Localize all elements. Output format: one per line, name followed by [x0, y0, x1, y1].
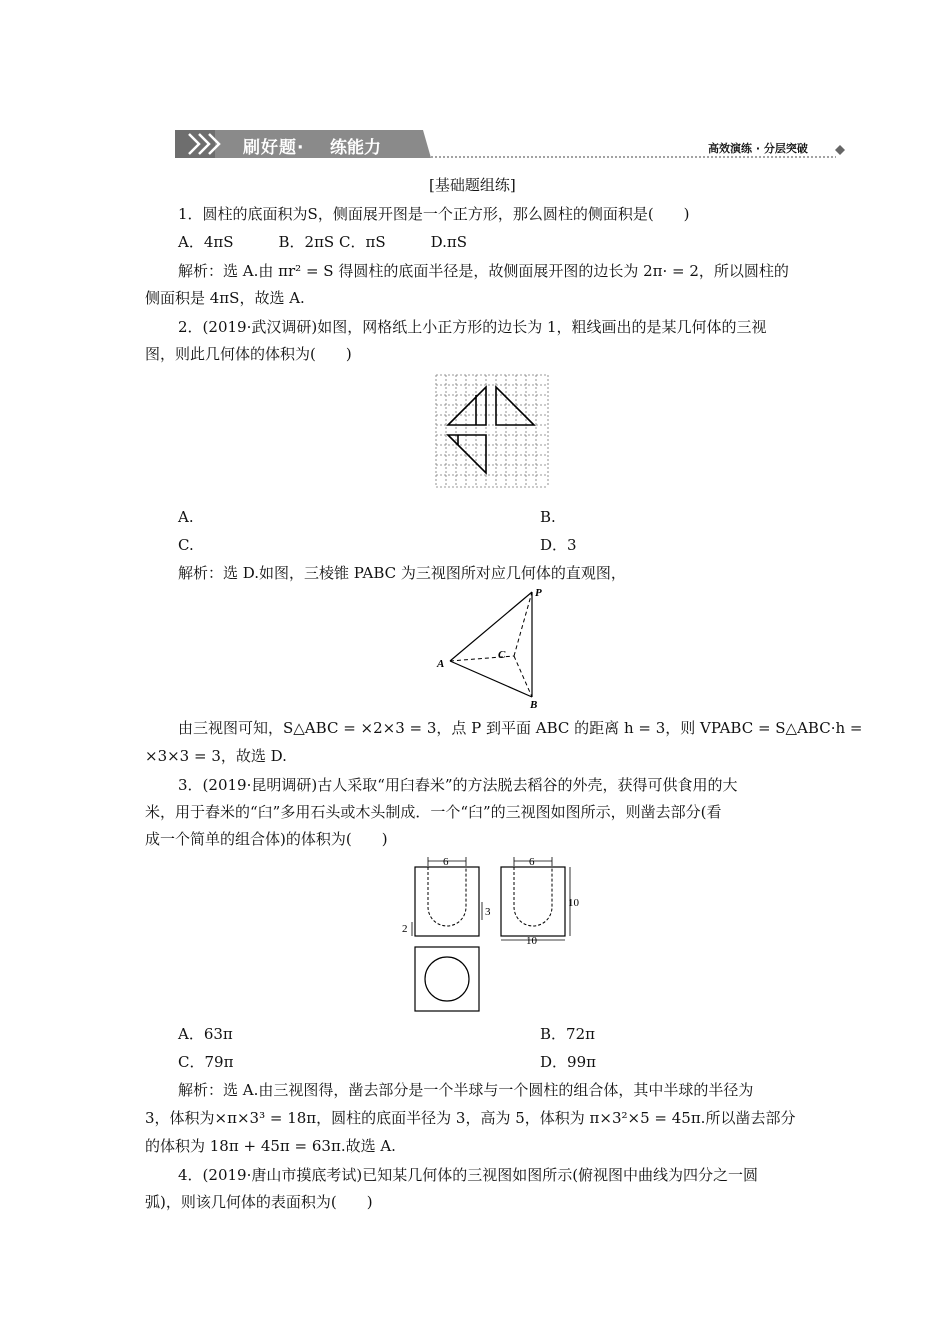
q2-option-c: C.: [178, 536, 194, 554]
q4-stem-line1: 4．(2019·唐山市摸底考试)已知某几何体的三视图如图所示(俯视图中曲线为四分之一圆: [178, 1166, 759, 1184]
q3-stem-line2: 米，用于舂米的“臼”多用石头或木头制成．一个“臼”的三视图如图所示，则凿去部分(看: [145, 803, 722, 821]
dim-width-front: 6: [443, 856, 449, 868]
dim-height-10: 10: [568, 897, 579, 909]
q3-option-c: C．79π: [178, 1053, 234, 1071]
q3-solution-line1: 解析：选 A.由三视图得，凿去部分是一个半球与一个圆柱的组合体，其中半球的半径为: [178, 1081, 754, 1099]
diamond-icon: [834, 144, 846, 156]
q1-stem: 1．圆柱的底面积为S，侧面展开图是一个正方形，那么圆柱的侧面积是( ): [178, 205, 690, 223]
vertex-p-label: P: [535, 587, 542, 599]
q3-option-b: B．72π: [540, 1025, 595, 1043]
q1-solution-line2: 侧面积是 4πS，故选 A.: [145, 289, 305, 307]
section-title: [基础题组练]: [429, 176, 516, 194]
q1-options: A．4πS B．2πS C．πS D.πS: [178, 233, 467, 251]
vertex-c-label: C: [498, 649, 506, 661]
banner-title: 刷好题·: [243, 138, 305, 158]
q3-solution-line2: 3，体积为×π×3³ = 18π，圆柱的底面半径为 3，高为 5，体积为 π×3²×5 = 45π.所以凿去部分: [145, 1109, 796, 1127]
dim-width-side: 6: [529, 856, 535, 868]
header-tagline: 高效演练 · 分层突破: [708, 142, 808, 155]
q3-mortar-three-views: [398, 852, 584, 1014]
vertex-a-label: A: [437, 658, 445, 670]
q2-solution-line2: 由三视图可知，S△ABC = ×2×3 = 3，点 P 到平面 ABC 的距离 h = 3，则 VPABC = S△ABC·h =: [178, 719, 863, 737]
q2-three-view-grid: [435, 374, 549, 488]
q3-solution-line3: 的体积为 18π + 45π = 63π.故选 A.: [145, 1137, 396, 1155]
q3-option-d: D．99π: [540, 1053, 596, 1071]
q4-stem-line2: 弧)，则该几何体的表面积为( ): [145, 1193, 373, 1211]
q2-option-b: B.: [540, 508, 556, 526]
q2-option-a: A.: [178, 508, 194, 526]
dim-depth-3: 3: [485, 906, 491, 918]
q2-solution-line1: 解析：选 D.如图，三棱锥 PABC 为三视图所对应几何体的直观图，: [178, 564, 626, 582]
banner-subtitle: 练能力: [330, 138, 381, 158]
vertex-b-label: B: [530, 699, 538, 710]
q3-stem-line3: 成一个简单的组合体)的体积为( ): [145, 830, 388, 848]
q1-solution-line1: 解析：选 A.由 πr² = S 得圆柱的底面半径是，故侧面展开图的边长为 2π· = 2，所以圆柱的: [178, 262, 789, 280]
q2-stem-line2: 图，则此几何体的体积为( ): [145, 345, 352, 363]
dim-width-10: 10: [526, 935, 537, 947]
q2-solution-line3: ×3×3 = 3，故选 D.: [145, 747, 287, 765]
dim-bottom-2: 2: [402, 923, 408, 935]
q2-pyramid-figure: [432, 584, 552, 710]
q3-stem-line1: 3．(2019·昆明调研)古人采取“用臼舂米”的方法脱去稻谷的外壳，获得可供食用的大: [178, 776, 738, 794]
q2-stem-line1: 2．(2019·武汉调研)如图，网格纸上小正方形的边长为 1，粗线画出的是某几何体的三视: [178, 318, 767, 336]
q3-option-a: A．63π: [178, 1025, 233, 1043]
q2-option-d: D．3: [540, 536, 577, 554]
